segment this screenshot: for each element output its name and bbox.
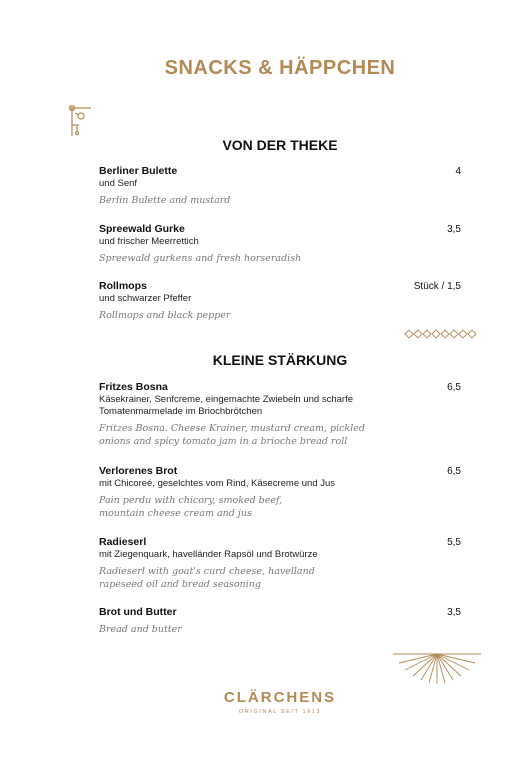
corner-ornament-icon <box>67 105 93 137</box>
item-price: 3,5 <box>447 607 461 618</box>
section-heading: VON DER THEKE <box>222 137 338 153</box>
diamond-divider-icon <box>404 329 480 339</box>
menu-item <box>99 381 461 448</box>
item-price: 6,5 <box>447 466 461 477</box>
item-name: Spreewald Gurke <box>99 223 185 235</box>
item-description: Käsekrainer, Senfcreme, eingemachte Zwiebeln und scharfe Tomatenmarmelade im Briochbrötchen <box>99 394 353 417</box>
item-english: Berlin Bulette and mustard <box>99 195 231 206</box>
sunburst-ornament-icon <box>391 650 483 686</box>
menu-item <box>99 223 461 265</box>
item-price: 3,5 <box>447 224 461 235</box>
section-heading: KLEINE STÄRKUNG <box>212 352 348 368</box>
brand-logo: CLÄRCHENS <box>223 689 337 706</box>
item-name: Verlorenes Brot <box>99 465 178 477</box>
item-description: mit Chicoreé, geselchtes vom Rind, Käsecreme und Jus <box>99 478 336 489</box>
brand-tagline: ORIGINAL SEIT 1913 <box>238 709 322 715</box>
item-name: Fritzes Bosna <box>99 381 168 393</box>
item-name: Rollmops <box>99 280 147 292</box>
menu-item <box>99 165 461 207</box>
item-name: Brot und Butter <box>99 606 177 618</box>
item-english: Rollmops and black pepper <box>99 310 231 321</box>
item-english: Bread and butter <box>99 624 182 635</box>
item-price: 4 <box>455 166 461 177</box>
item-price: Stück / 1,5 <box>413 281 461 292</box>
item-description: und frischer Meerrettich <box>99 236 199 247</box>
item-name: Radieserl <box>99 536 147 548</box>
menu-item <box>99 465 461 520</box>
menu-item <box>99 280 461 322</box>
item-english: Fritzes Bosna. Cheese Krainer, mustard cream, pickled onions and spicy tomato jam in a brioche bread roll <box>99 423 365 447</box>
item-english: Radieserl with goat's curd cheese, havelland rapeseed oil and bread seasoning <box>99 566 315 590</box>
menu-item <box>99 606 461 636</box>
item-english: Spreewald gurkens and fresh horseradish <box>99 253 302 264</box>
item-description: mit Ziegenquark, havelländer Rapsöl und Brotwürze <box>99 549 318 560</box>
item-description: und Senf <box>99 178 138 189</box>
menu-title: SNACKS & HÄPPCHEN <box>164 57 396 79</box>
item-name: Berliner Bulette <box>99 165 178 177</box>
item-english: Pain perdu with chicory, smoked beef, mountain cheese cream and jus <box>99 495 283 519</box>
menu-item <box>99 536 461 591</box>
item-price: 5,5 <box>447 537 461 548</box>
item-description: und schwarzer Pfeffer <box>99 293 192 304</box>
item-price: 6,5 <box>447 382 461 393</box>
